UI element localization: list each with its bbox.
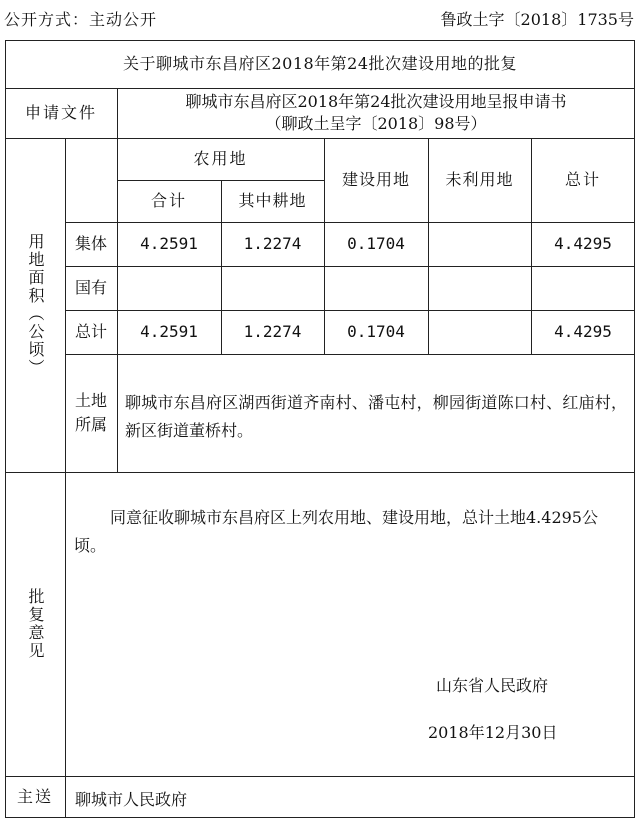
row-label-state: 国有 <box>74 278 107 297</box>
header-farmland: 农用地 <box>193 149 248 168</box>
land-area-label: 用地面积（公顷） <box>26 233 45 377</box>
document-title: 关于聊城市东昌府区2018年第24批次建设用地的批复 <box>122 54 518 73</box>
header-farmland-total: 合计 <box>150 191 187 210</box>
location-label <box>65 354 117 472</box>
header-cultivated: 其中耕地 <box>238 191 307 210</box>
sum-unused <box>428 310 531 354</box>
sum-cultivated: 1.2274 <box>243 322 302 341</box>
collective-total: 4.4295 <box>554 234 612 253</box>
recipient-value: 聊城市人民政府 <box>75 790 188 809</box>
state-cultivated <box>221 266 324 310</box>
application-document <box>117 88 635 138</box>
application-document-title: 聊城市东昌府区2018年第24批次建设用地呈报申请书 <box>185 92 567 111</box>
header-total: 总计 <box>564 170 601 189</box>
row-label-collective: 集体 <box>74 234 107 253</box>
disclosure-method: 公开方式：主动公开 <box>4 10 158 29</box>
approving-authority: 山东省人民政府 <box>436 676 549 695</box>
recipient-label: 主送 <box>16 787 53 806</box>
row-label-sum: 总计 <box>74 322 107 341</box>
location-label-line2: 所属 <box>74 415 107 434</box>
state-farmland-total <box>117 266 221 310</box>
document-number: 鲁政土字〔2018〕1735号 <box>440 10 634 29</box>
location-text: 聊城市东昌府区湖西街道齐南村、潘屯村，柳园街道陈口村、红庙村，新区街道董桥村。 <box>125 393 627 440</box>
application-document-number: （聊政土呈字〔2018〕98号） <box>265 114 487 133</box>
application-label: 申请文件 <box>24 103 97 122</box>
document-header <box>0 0 638 32</box>
collective-construction: 0.1704 <box>347 234 405 253</box>
approval-date: 2018年12月30日 <box>428 723 558 742</box>
header-construction: 建设用地 <box>341 170 410 189</box>
approval-label: 批复意见 <box>26 588 45 660</box>
sum-farmland-total: 4.2591 <box>140 322 198 341</box>
approval-text: 同意征收聊城市东昌府区上列农用地、建设用地，总计土地4.4295公顷。 <box>74 508 598 555</box>
state-construction <box>324 266 428 310</box>
sum-construction: 0.1704 <box>347 322 405 341</box>
header-unused: 未利用地 <box>445 170 514 189</box>
collective-cultivated: 1.2274 <box>243 234 302 253</box>
sum-total: 4.4295 <box>554 322 612 341</box>
state-unused <box>428 266 531 310</box>
collective-farmland-total: 4.2591 <box>140 234 198 253</box>
collective-unused <box>428 222 531 266</box>
state-total <box>531 266 635 310</box>
location-label-line1: 土地 <box>74 391 107 410</box>
